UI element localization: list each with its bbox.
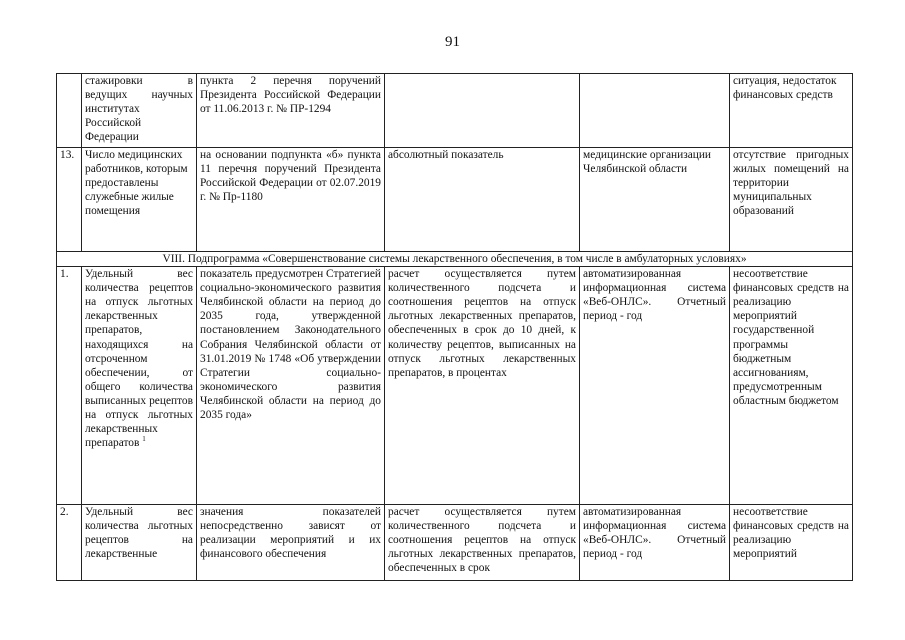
risk-factors: несоответствие финансовых средств на реализацию мероприятий государственной программы бюджетным ассигнованиям, предусмотренным областным бюджетом bbox=[730, 267, 853, 505]
indicator-basis: пункта 2 перечня поручений Президента Российской Федерации от 11.06.2013 г. № ПР-1294 bbox=[197, 74, 385, 148]
table-row bbox=[57, 505, 853, 581]
indicator-name: Удельный вес количества рецептов на отпуск льготных лекарственных препаратов, находящихся на отсроченном обеспечении, от общего количества выписанных рецептов на отпуск льготных лекарственных препаратов bbox=[85, 268, 193, 450]
risk-factors: несоответствие финансовых средств на реализацию мероприятий bbox=[730, 505, 853, 581]
table-row bbox=[57, 74, 853, 148]
indicator-name-cell bbox=[82, 267, 197, 505]
indicator-name: Удельный вес количества льготных рецептов на лекарственные bbox=[82, 505, 197, 581]
section-row bbox=[57, 252, 853, 267]
indicators-table bbox=[56, 73, 853, 581]
calculation-method: расчет осуществляется путем количественного подсчета и соотношения рецептов на отпуск льготных лекарственных препаратов, обеспеченных в срок bbox=[385, 505, 580, 581]
risk-factors: отсутствие пригодных жилых помещений на территории муниципальных образований bbox=[730, 148, 853, 252]
row-number: 1. bbox=[57, 267, 82, 505]
row-number: 13. bbox=[57, 148, 82, 252]
data-source bbox=[580, 74, 730, 148]
calculation-method bbox=[385, 74, 580, 148]
table-row bbox=[57, 267, 853, 505]
indicator-basis: показатель предусмотрен Стратегией социально-экономического развития Челябинской области на период до 2035 года, утвержденной постановлением Законодательного Собрания Челябинской области от 31.01.2019 № 1748 «Об утверждении Стратегии социально-экономического развития Челябинской области на период до 2035 года» bbox=[197, 267, 385, 505]
data-source: автоматизированная информационная система «Веб-ОНЛС». Отчетный период - год bbox=[580, 505, 730, 581]
section-title: VIII. Подпрограмма «Совершенствование системы лекарственного обеспечения, в том числе в амбулаторных условиях» bbox=[57, 252, 853, 267]
indicator-basis: на основании подпункта «б» пункта 11 перечня поручений Президента Российской Федерации от 02.07.2019 г. № Пр-1180 bbox=[197, 148, 385, 252]
page-number: 91 bbox=[445, 34, 460, 50]
risk-factors: ситуация, недостаток финансовых средств bbox=[730, 74, 853, 148]
data-source: медицинские организации Челябинской области bbox=[580, 148, 730, 252]
calculation-method: расчет осуществляется путем количественного подсчета и соотношения рецептов на отпуск льготных лекарственных препаратов, обеспеченных в срок до 10 дней, к количеству рецептов, выписанных на отпуск льготных лекарственных препаратов, в процентах bbox=[385, 267, 580, 505]
indicator-basis: значения показателей непосредственно зависят от реализации мероприятий и их финансового обеспечения bbox=[197, 505, 385, 581]
indicator-name: стажировки в ведущих научных институтах Российской Федерации bbox=[82, 74, 197, 148]
table-row bbox=[57, 148, 853, 252]
row-number bbox=[57, 74, 82, 148]
row-number: 2. bbox=[57, 505, 82, 581]
calculation-method: абсолютный показатель bbox=[385, 148, 580, 252]
data-source: автоматизированная информационная система «Веб-ОНЛС». Отчетный период - год bbox=[580, 267, 730, 505]
footnote-marker: 1 bbox=[142, 435, 146, 444]
indicator-name: Число медицинских работников, которым предоставлены служебные жилые помещения bbox=[82, 148, 197, 252]
